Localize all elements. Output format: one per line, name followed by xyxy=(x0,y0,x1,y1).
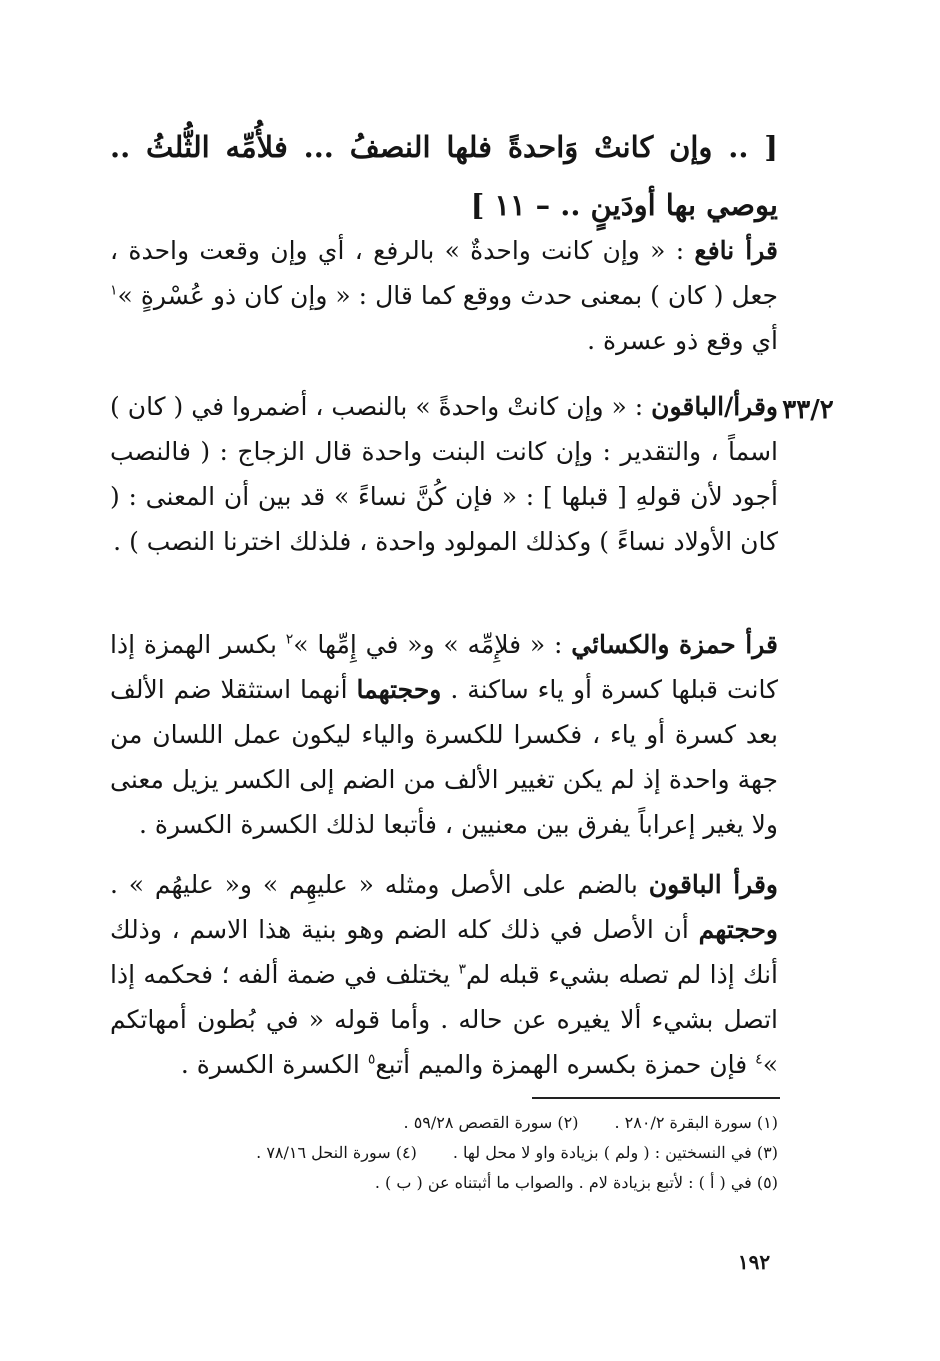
page-number: ١٩٢ xyxy=(737,1250,771,1274)
paragraph-lead: وقرأ/الباقون xyxy=(651,392,778,421)
footnote-1: (١) سورة البقرة ٢٨٠/٢ . xyxy=(614,1113,778,1132)
paragraph-text: بكسر الهمزة إذا كانت قبلها كسرة أو ياء ساكنة . xyxy=(110,630,778,704)
paragraph-text: الكسرة الكسرة . xyxy=(180,1050,368,1079)
footnote-5: (٥) في ( أ ) : لأتبع بزيادة لام . والصواب ما أثبتناه عن ( ب ) . xyxy=(374,1173,778,1192)
paragraph-text: : « وإن كانت واحدةٌ » بالرفع ، أي وإن وقعت واحدة ، جعل ( كان ) بمعنى حدث ووقع كما قال : « وإن كان ذو عُسْرةٍ » xyxy=(110,236,778,310)
footnote-2: (٢) سورة القصص ٥٩/٢٨ . xyxy=(403,1113,579,1132)
paragraph-text: أنهما استثقلا ضم الألف بعد كسرة أو ياء ، فكسرا للكسرة والياء ليكون عمل اللسان من جهة واحدة إذ لم يكن تغيير الألف من الضم إلى الكسر يزيل معنى ولا يغير إعراباً يفرق بين معنيين ، فأتبعا لذلك الكسرة الكسرة . xyxy=(110,675,778,839)
footnote-line xyxy=(110,1168,778,1198)
paragraph-lead: قرأ حمزة والكسائي xyxy=(571,630,778,659)
margin-reference: ٣٣/٢ xyxy=(782,395,834,425)
paragraph-lead: وحجتهما xyxy=(356,675,442,704)
paragraph-text: أن الأصل في ذلك كله الضم وهو بنية هذا الاسم ، وذلك أنك إذا لم تصله بشيء قبله لم xyxy=(110,915,778,989)
paragraph-lead: وقرأ الباقون xyxy=(648,870,778,899)
footnotes xyxy=(110,1108,778,1198)
footnote-divider xyxy=(532,1097,780,1099)
paragraph-lead: قرأ نافع xyxy=(694,236,778,265)
paragraph-text: بالضم على الأصل ومثله « عليهِم » و« عليهُم » . xyxy=(110,870,649,899)
verse-text: [ .. وإن كانتْ وَاحدةً فلها النصفُ ... فلأُمِّه الثُّلثُ .. يوصي بها أودَينٍ .. – ١١ ] xyxy=(110,130,778,222)
paragraph-others-reading xyxy=(110,384,778,564)
footnote-marker: ٣ xyxy=(458,961,467,978)
footnote-marker: ١ xyxy=(110,282,118,299)
paragraph-text: : « وإن كانتْ واحدةً » بالنصب ، أضمروا في ( كان ) اسماً ، والتقدير : وإن كانت البنت واحدة قال الزجاج : ( فالنصب أجود لأن قولهِ [ قبلها ] : « فإن كُنَّ نساءً » قد بين أن المعنى : ( كان الأولاد نساءً ) وكذلك المولود واحدة ، فلذلك اخترنا النصب ) . xyxy=(110,392,778,556)
paragraph-lead: وحجتهم xyxy=(698,915,778,944)
footnote-4: (٤) سورة النحل ٧٨/١٦ . xyxy=(256,1143,417,1162)
paragraph-text: فإن حمزة بكسره الهمزة والميم أتبع xyxy=(375,1050,756,1079)
quran-verse-heading xyxy=(110,118,778,234)
paragraph-others-damma xyxy=(110,862,778,1087)
footnote-marker: ٢ xyxy=(285,631,294,648)
paragraph-text: أي وقع ذو عسرة . xyxy=(587,326,778,355)
paragraph-hamza-kisai-reading xyxy=(110,622,778,847)
paragraph-text: يختلف في ضمة ألفه ؛ فحكمه إذا اتصل بشيء ألا يغيره عن حاله . وأما قوله « في بُطون أمهاتكم » xyxy=(110,960,778,1079)
paragraph-nafi-reading xyxy=(110,228,778,363)
footnote-line xyxy=(110,1108,778,1138)
footnote-3: (٣) في النسختين : ( ولم ) بزيادة واو لا محل لها . xyxy=(452,1143,778,1162)
footnote-marker: ٥ xyxy=(367,1051,376,1068)
paragraph-text: : « فلإِمِّه » و« في إِمِّها » xyxy=(293,630,572,659)
footnote-marker: ٤ xyxy=(755,1051,763,1068)
footnote-line xyxy=(110,1138,778,1168)
